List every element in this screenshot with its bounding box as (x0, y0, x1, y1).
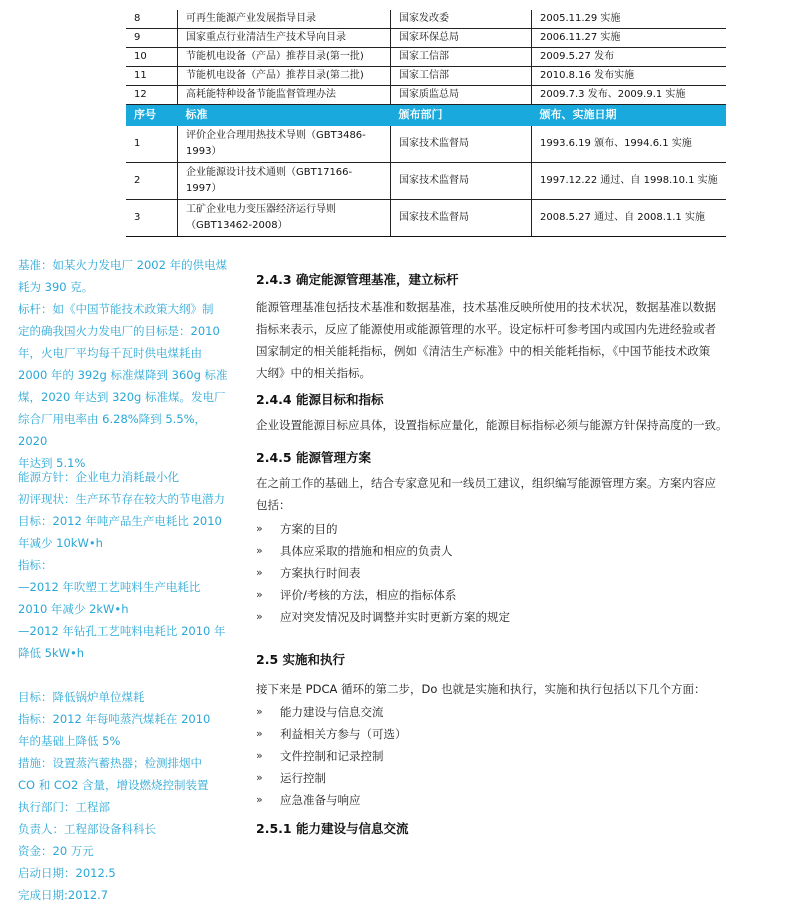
section-heading-2-4-4: 2.4.4 能源目标和指标 (256, 392, 384, 407)
sidebar-line: 综合厂用电率由 6.28%降到 5.5%，2020 (18, 412, 207, 448)
section-heading-2-5: 2.5 实施和执行 (256, 652, 345, 667)
bullet-icon: » (256, 771, 263, 784)
cell-date: 1997.12.22 通过、自 1998.10.1 实施 (532, 163, 727, 200)
list-item (256, 606, 510, 628)
cell-title (178, 163, 391, 200)
list-item-text: 方案执行时间表 (280, 566, 361, 580)
cell-no: 2 (126, 163, 178, 200)
paragraph-line: 指标来表示，反应了能源使用或能源管理的水平。设定标杆可参考国内或国内先进经验或者 (256, 322, 716, 336)
sidebar-line: —2012 年钻孔工艺吨料电耗比 2010 年 (18, 624, 226, 638)
list-item-text: 评价/考核的方法，相应的指标体系 (280, 588, 457, 602)
table-row (126, 163, 726, 200)
cell-title-line: 评价企业合理用热技术导则（GBT3486- (186, 130, 366, 141)
list-item-text: 应对突发情况及时调整并实时更新方案的规定 (280, 610, 510, 624)
implementation-list (256, 701, 407, 811)
table-row (126, 48, 726, 67)
cell-title-line: （GBT13462-2008） (186, 220, 288, 231)
cell-date: 2006.11.27 实施 (532, 29, 727, 48)
cell-date: 2009.5.27 发布 (532, 48, 727, 67)
sidebar-line: 基准：如某火力发电厂 2002 年的供电煤 (18, 258, 228, 272)
sidebar-line: 2000 年的 392g 标准煤降到 360g 标准 (18, 368, 228, 382)
bullet-icon: » (256, 727, 263, 740)
list-item-text: 能力建设与信息交流 (280, 705, 384, 719)
cell-title: 可再生能源产业发展指导目录 (178, 10, 391, 29)
bullet-icon: » (256, 749, 263, 762)
list-item-text: 具体应采取的措施和相应的负责人 (280, 544, 453, 558)
cell-dept: 国家工信部 (391, 67, 532, 86)
cell-title: 节能机电设备（产品）推荐目录(第一批) (178, 48, 391, 67)
sidebar-line: 目标：2012 年吨产品生产电耗比 2010 (18, 514, 222, 528)
sidebar-line: —2012 年吹塑工艺吨料生产电耗比 (18, 580, 201, 594)
table-row (126, 126, 726, 163)
cell-dept: 国家技术监督局 (391, 200, 532, 237)
cell-no: 11 (126, 67, 178, 86)
cell-title: 高耗能特种设备节能监督管理办法 (178, 86, 391, 105)
section-paragraph-2-4-4: 企业设置能源目标应具体，设置指标应量化，能源目标指标必须与能源方针保持高度的一致。 (256, 418, 728, 432)
cell-no: 8 (126, 10, 178, 29)
section-paragraph-2-4-3 (256, 296, 730, 384)
sidebar-line: CO 和 CO2 含量，增设燃烧控制装置 (18, 778, 209, 792)
cell-title (178, 126, 391, 163)
cell-dept: 国家工信部 (391, 48, 532, 67)
cell-title-line: 1997） (186, 183, 222, 194)
cell-dept: 国家技术监督局 (391, 163, 532, 200)
paragraph-line: 大纲》中的相关指标。 (256, 366, 371, 380)
section-paragraph-2-4-5 (256, 472, 730, 516)
list-item-text: 运行控制 (280, 771, 326, 785)
paragraph-line: 在之前工作的基础上，结合专家意见和一线员工建议，组织编写能源管理方案。方案内容应 (256, 476, 716, 490)
bullet-icon: » (256, 566, 263, 579)
bullet-icon: » (256, 610, 263, 623)
bullet-icon: » (256, 522, 263, 535)
section-heading-2-4-3: 2.4.3 确定能源管理基准，建立标杆 (256, 272, 459, 287)
sidebar-line: 执行部门：工程部 (18, 800, 110, 814)
bullet-icon: » (256, 793, 263, 806)
sidebar-line: 指标：2012 年每吨蒸汽煤耗在 2010 (18, 712, 211, 726)
list-item (256, 584, 510, 606)
table-row (126, 10, 726, 29)
list-item-text: 利益相关方参与（可选） (280, 727, 407, 741)
cell-date: 2010.8.16 发布实施 (532, 67, 727, 86)
header-no: 序号 (126, 105, 178, 126)
sidebar-line: 目标：降低锅炉单位煤耗 (18, 690, 145, 704)
cell-no: 9 (126, 29, 178, 48)
cell-title: 国家重点行业清洁生产技术导向目录 (178, 29, 391, 48)
header-date: 颁布、实施日期 (532, 105, 727, 126)
table-row (126, 67, 726, 86)
list-item (256, 789, 407, 811)
sidebar-line: 资金：20 万元 (18, 844, 94, 858)
sidebar-note-benchmark (18, 298, 233, 474)
cell-dept: 国家环保总局 (391, 29, 532, 48)
list-item (256, 745, 407, 767)
sidebar-line: 启动日期：2012.5 (18, 866, 116, 880)
cell-no: 1 (126, 126, 178, 163)
cell-no: 3 (126, 200, 178, 237)
regulation-table (126, 10, 726, 237)
cell-no: 12 (126, 86, 178, 105)
sidebar-line: 负责人：工程部设备科科长 (18, 822, 156, 836)
list-item-text: 文件控制和记录控制 (280, 749, 384, 763)
sidebar-line: 定的确我国火力发电厂的目标是：2010 (18, 324, 220, 338)
sidebar-line: 初评现状：生产环节存在较大的节电潜力 (18, 492, 225, 506)
cell-date: 1993.6.19 颁布、1994.6.1 实施 (532, 126, 727, 163)
sidebar-line: 降低 5kW•h (18, 646, 85, 660)
cell-date: 2005.11.29 实施 (532, 10, 727, 29)
cell-title: 节能机电设备（产品）推荐目录(第二批) (178, 67, 391, 86)
paragraph-line: 包括： (256, 498, 291, 512)
paragraph-line: 能源管理基准包括技术基准和数据基准，技术基准反映所使用的技术状况，数据基准以数据 (256, 300, 716, 314)
bullet-icon: » (256, 705, 263, 718)
cell-dept: 国家技术监督局 (391, 126, 532, 163)
header-dept: 颁布部门 (391, 105, 532, 126)
sidebar-line: 年的基础上降低 5% (18, 734, 121, 748)
cell-date: 2009.7.3 发布、2009.9.1 实施 (532, 86, 727, 105)
sidebar-note-boiler-plan (18, 686, 233, 906)
section-heading-2-4-5: 2.4.5 能源管理方案 (256, 450, 371, 465)
sidebar-line: 年减少 10kW•h (18, 536, 103, 550)
bullet-icon: » (256, 588, 263, 601)
list-item (256, 767, 407, 789)
list-item (256, 723, 407, 745)
plan-contents-list (256, 518, 510, 628)
list-item-text: 方案的目的 (280, 522, 338, 536)
sidebar-line: 2010 年减少 2kW•h (18, 602, 129, 616)
header-title: 标准 (178, 105, 391, 126)
table-header-row (126, 105, 726, 126)
sidebar-line: 措施：设置蒸汽蓄热器；检测排烟中 (18, 756, 202, 770)
table-row (126, 86, 726, 105)
list-item (256, 540, 510, 562)
sidebar-line: 指标： (18, 558, 53, 572)
sidebar-line: 能源方针：企业电力消耗最小化 (18, 470, 179, 484)
cell-no: 10 (126, 48, 178, 67)
cell-title (178, 200, 391, 237)
cell-title-line: 企业能源设计技术通则（GBT17166- (186, 167, 353, 178)
cell-date: 2008.5.27 通过、自 2008.1.1 实施 (532, 200, 727, 237)
list-item (256, 701, 407, 723)
bullet-icon: » (256, 544, 263, 557)
sidebar-line: 煤，2020 年达到 320g 标准煤。发电厂 (18, 390, 226, 404)
cell-dept: 国家质监总局 (391, 86, 532, 105)
sidebar-line: 年，火电厂平均每千瓦时供电煤耗由 (18, 346, 202, 360)
cell-title-line: 工矿企业电力变压器经济运行导则 (186, 204, 336, 215)
cell-title-line: 1993） (186, 146, 222, 157)
sidebar-note-baseline (18, 254, 233, 298)
sidebar-line: 耗为 390 克。 (18, 280, 94, 294)
sidebar-line: 完成日期:2012.7 (18, 888, 109, 902)
section-heading-2-5-1: 2.5.1 能力建设与信息交流 (256, 821, 409, 836)
table-row (126, 29, 726, 48)
list-item-text: 应急准备与响应 (280, 793, 361, 807)
table-row (126, 200, 726, 237)
sidebar-line: 标杆：如《中国节能技术政策大纲》制 (18, 302, 214, 316)
list-item (256, 562, 510, 584)
sidebar-line: 年达到 5.1% (18, 456, 86, 470)
sidebar-note-electric-target (18, 466, 233, 664)
section-paragraph-2-5: 接下来是 PDCA 循环的第二步，Do 也就是实施和执行，实施和执行包括以下几个方面： (256, 682, 706, 696)
cell-dept: 国家发改委 (391, 10, 532, 29)
list-item (256, 518, 510, 540)
paragraph-line: 国家制定的相关能耗指标，例如《清洁生产标准》中的相关能耗指标，《中国节能技术政策 (256, 344, 711, 358)
